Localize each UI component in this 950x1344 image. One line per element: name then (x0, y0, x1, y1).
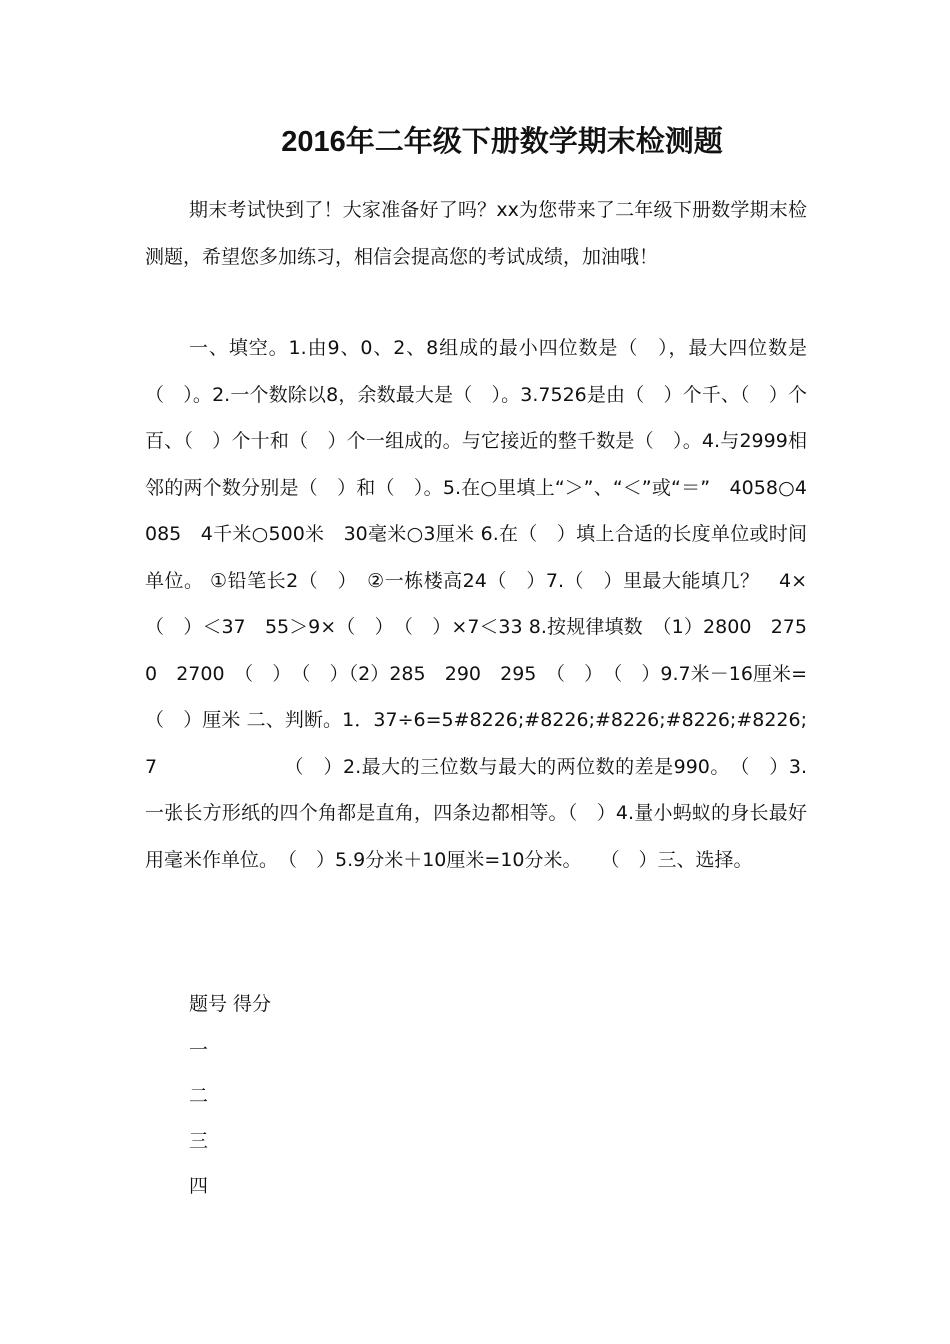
exam-questions-paragraph: 一、填空。1.由9、0、2、8组成的最小四位数是（ ），最大四位数是（ ）。2.一个数除以8，余数最大是（ ）。3.7526是由（ ）个千、（ ）个百、（ ）个十和（ ）个一组成的。与它接近的整千数是（ ）。4.与2999相邻的两个数分别是（ ）和（ ）。5.在○里填上“＞”、“＜”或“＝” 4058○4085 4千米○500米 30毫米○3厘米 6.在（ ）填上合适的长度单位或时间单位。 ①铅笔长2（ ） ②一栋楼高24（ ）7.（ ）里最大能填几？ 4×（ ）＜37 55＞9×（ ） （ ）×7＜33 8.按规律填数 （1）2800 2750 2700 （ ） （ ）（2）285 290 295 （ ） （ ）9.7米－16厘米=（ ）厘米 二、判断。1．37÷6=5#8226;#8226;#8226;#8226;#8226;7 （ ）2.最大的三位数与最大的两位数的差是990。 （ ）3.一张长方形纸的四个角都是直角，四条边都相等。（ ）4.量小蚂蚁的身长最好用毫米作单位。 （ ）5.9分米＋10厘米=10分米。 （ ）三、选择。 (145, 337, 807, 871)
score-table-row: 三 (189, 1130, 209, 1152)
score-table-header: 题号 得分 (189, 993, 272, 1015)
document-title: 2016年二年级下册数学期末检测题 (281, 126, 723, 158)
intro-paragraph: 期末考试快到了！大家准备好了吗？xx为您带来了二年级下册数学期末检测题，希望您多加练习，相信会提高您的考试成绩，加油哦！ (145, 199, 807, 268)
score-table-row: 一 (189, 1039, 209, 1061)
score-table-row: 二 (189, 1085, 209, 1107)
score-table-row: 四 (189, 1175, 209, 1197)
